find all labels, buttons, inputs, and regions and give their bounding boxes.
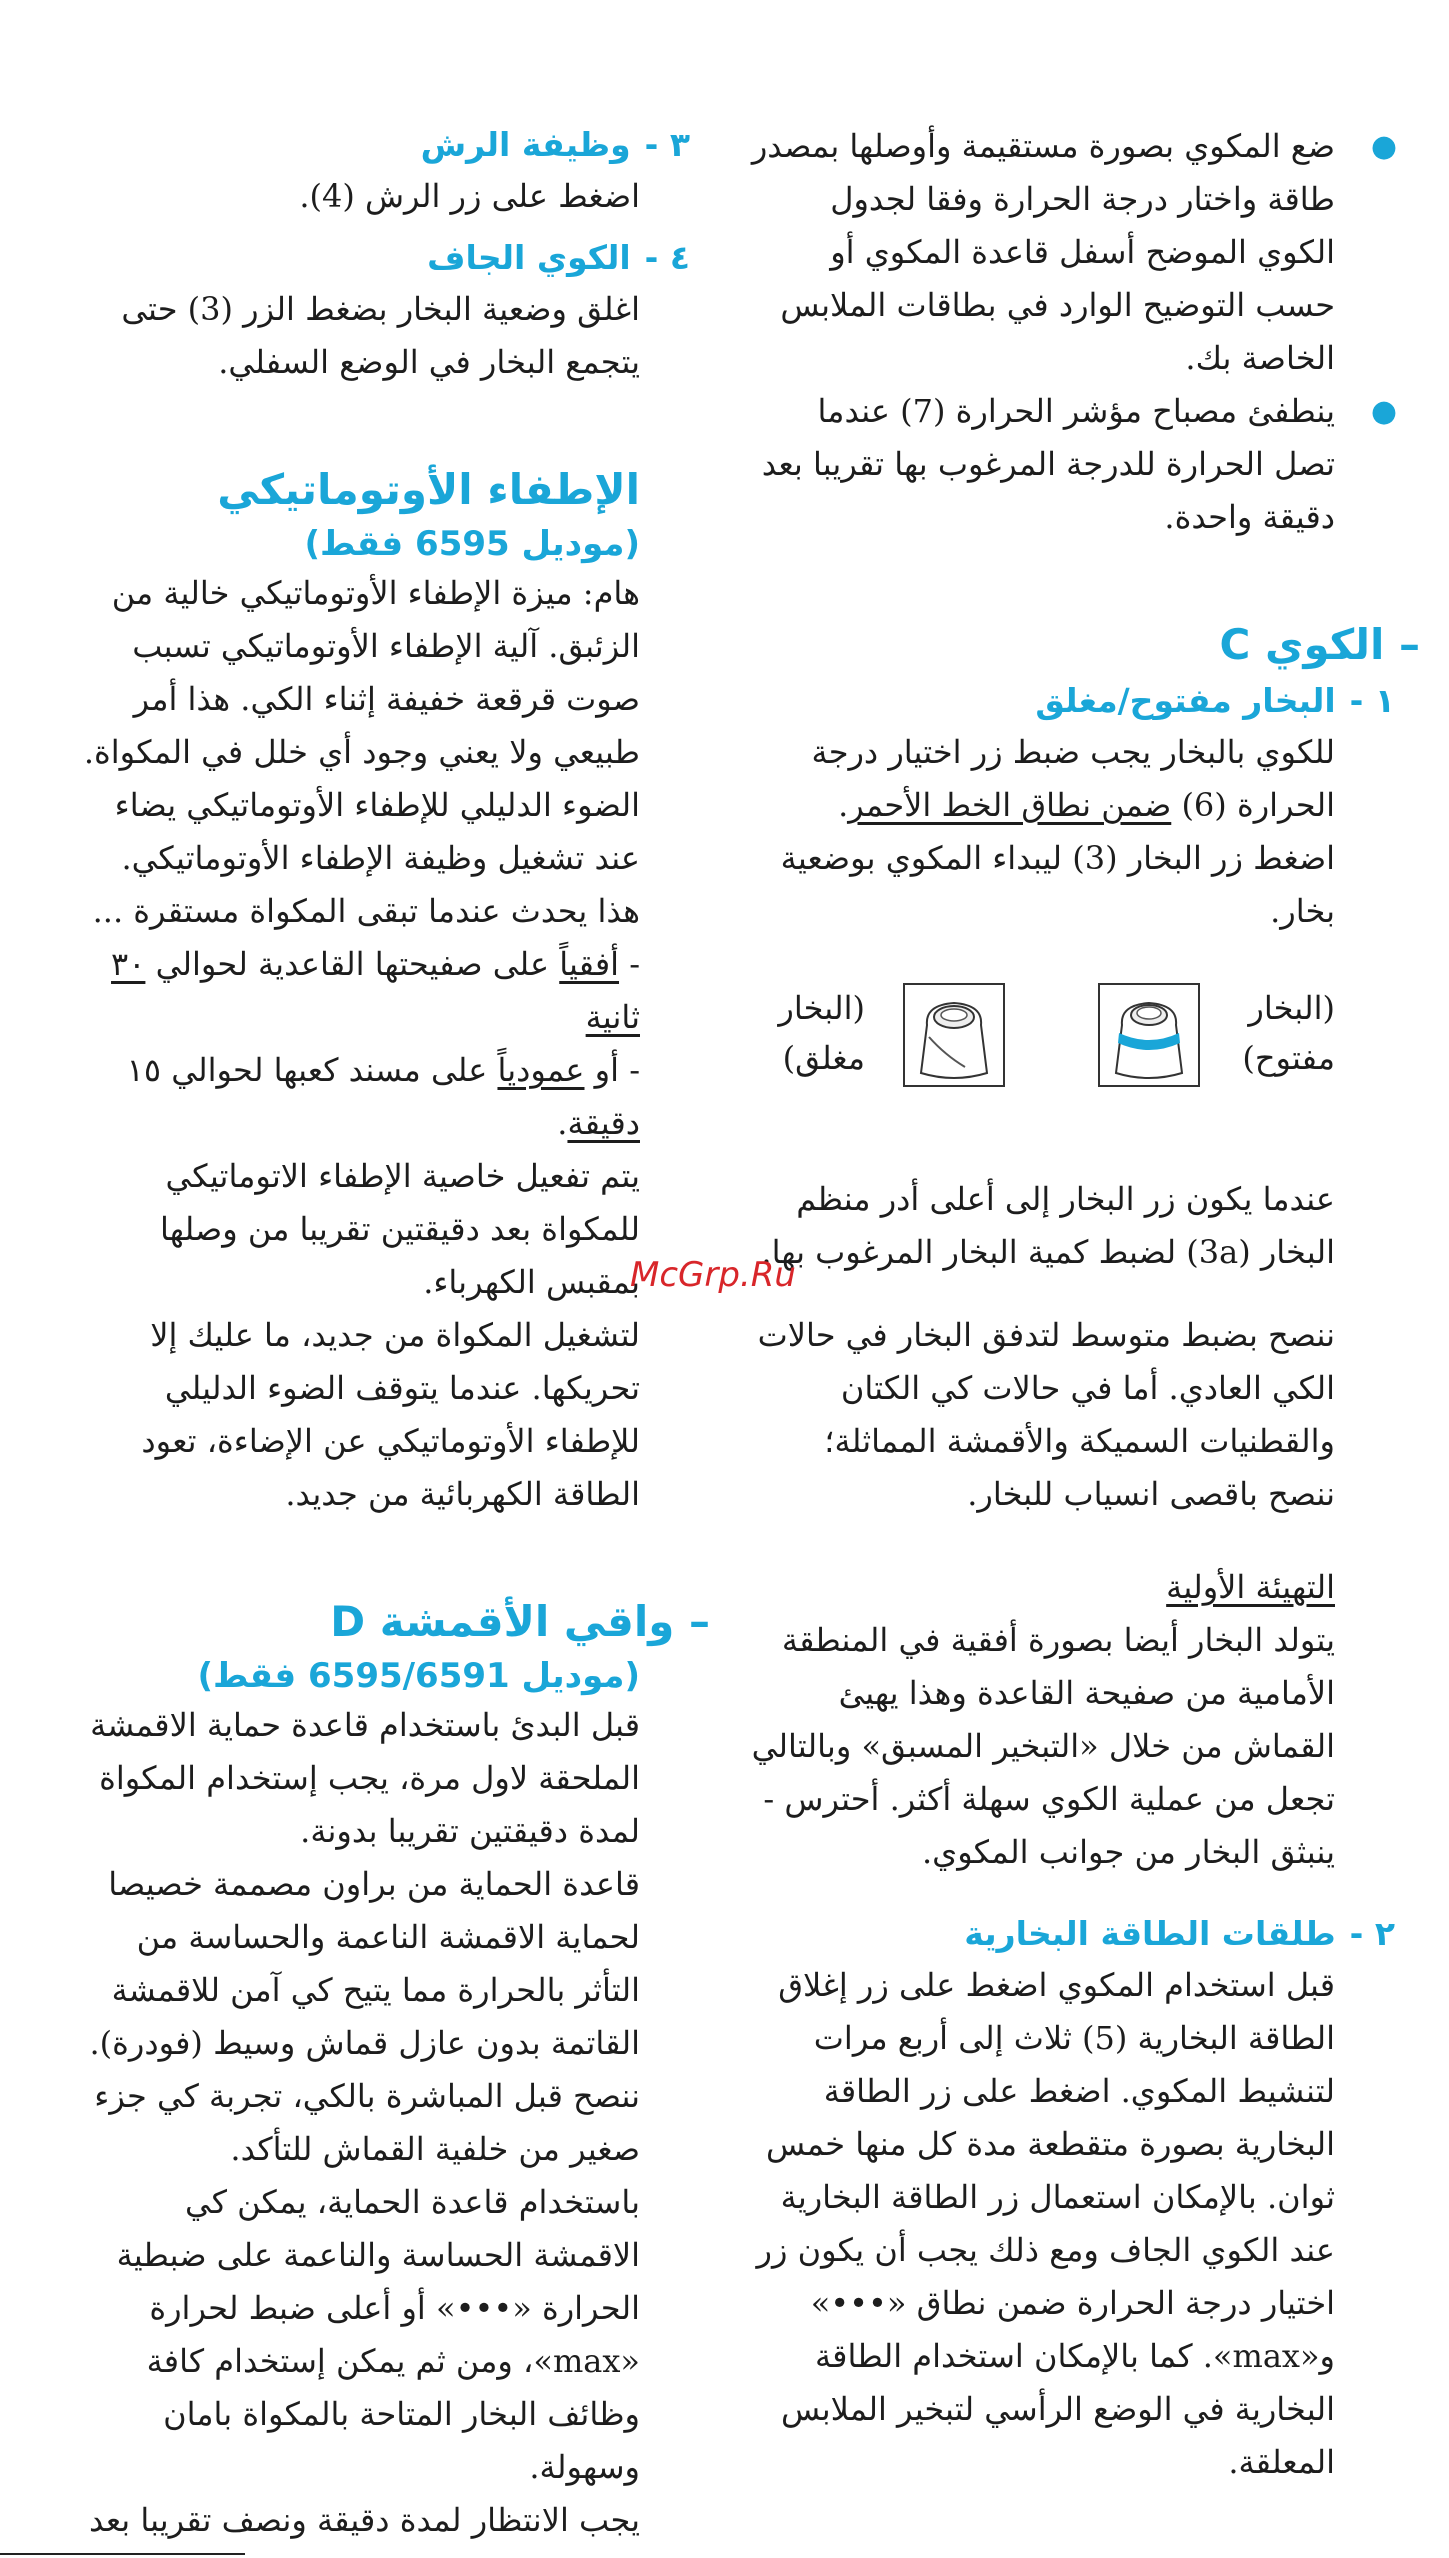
steam-off-label: (البخار مغلق) [778,989,865,1077]
bullet-icon: ● [1370,394,1397,429]
bullet-icon: ● [1370,129,1397,164]
auto-off-vertical-line: - أو عمودياً على مسند كعبها لحوالي ١٥ دقيقة. [126,1051,640,1142]
steam-paragraph-3: ننصح بضبط متوسط لتدفق البخار في حالات الكي العادي. أما في حالات كي الكتان والقطنيات السميكة والأقمشة المماثلة؛ ننصح باقصى انسياب للبخار. [757,1316,1335,1513]
subsection-2-title: طلقات الطاقة البخارية [964,1914,1336,1953]
subsection-2-number: ٢ - [1349,1914,1395,1953]
steam-paragraph-1: للكوي بالبخار يجب ضبط زر اختيار درجة الحرارة (6) ضمن نطاق الخط الأحمر. اضغط زر البخار (3) ليبداء المكوي بوضعية بخار. [780,733,1335,930]
subsection-3-heading [70,120,690,170]
dry-ironing-text: اغلق وضعية البخار بضغط الزر (3) حتى يتجمع البخار في الوضع السفلي. [121,290,640,381]
auto-off-paragraph-2: الضوء الدليلي للإطفاء الأوتوماتيكي يضاء عند تشغيل وظيفة الإطفاء الأوتوماتيكي. [114,786,640,877]
prep-title: التهيئة الأولية [1166,1568,1335,1606]
subsection-1-heading [750,676,1395,726]
left-column [70,120,710,2547]
auto-off-paragraph-5: لتشغيل المكواة من جديد، ما عليك إلا تحريكها. عندما يتوقف الضوء الدليلي للإطفاء الأوتوماتيكي عن الإضاءة، تعود الطاقة الكهربائية من جديد. [141,1316,640,1513]
steam-paragraph-2: عندما يكون زر البخار إلى أعلى أدر منظم البخار (3a) لضبط كمية البخار المرغوب بها. [761,1180,1335,1271]
protector-paragraph-4: يجب الانتظار لمدة دقيقة ونصف تقريبا بعد [89,2501,640,2539]
subsection-3-number: ٣ - [644,125,690,164]
subsection-4-number: ٤ - [644,238,690,277]
subsection-4-title: الكوي الجاف [427,238,631,277]
protector-paragraph-3: باستخدام قاعدة الحماية، يمكن كي الاقمشة الحساسة والناعمة على ضبطية الحرارة «•••» أو أعلى ضبط لحرارة «max»، ومن ثم يمكن إستخدام كافة وظائف البخار المتاحة بالمكواة بامان وسهولة. [116,2183,640,2486]
steam-boost-text: قبل استخدام المكوي اضغط على زر إغلاق الطاقة البخارية (5) ثلاث إلى أربع مرات لتنشيط المكوي. اضغط على زر الطاقة البخارية بصورة متقطعة مدة كل منها خمس ثوان. بالإمكان استعمال زر الطاقة البخارية عند الكوي الجاف ومع ذلك يجب أن يكون زر اختيار درجة الحرارة ضمن نطاق «•••» و«max». كما بالإمكان استخدام الطاقة البخارية في الوضع الرأسي لتبخير الملابس المعلقة. [756,1966,1335,2481]
steam-icons-row [750,983,1335,1133]
subsection-1-number: ١ - [1349,681,1395,720]
footer-rule [0,2553,245,2555]
section-d-model: (موديل 6595/6591 فقط) [197,1656,640,1696]
subsection-3-title: وظيفة الرش [420,125,631,164]
auto-off-model: (موديل 6595 فقط) [304,524,640,564]
protector-paragraph-1: قبل البدئ باستخدام قاعدة حماية الاقمشة الملحقة لاول مرة، يجب إستخدام المكواة لمدة دقيقتين تقريبا بدونة. [90,1706,640,1850]
section-d-heading [70,1591,710,1653]
subsection-4-heading [70,233,690,283]
section-c-title: – الكوي [1264,620,1420,669]
right-column [750,120,1420,2489]
red-line-range: ضمن نطاق الخط الأحمر [848,786,1172,824]
section-c-letter: C [1219,620,1251,669]
bullet-item-2 [750,385,1397,544]
auto-off-paragraph-4: يتم تفعيل خاصية الإطفاء الاتوماتيكي للمكواة بعد دقيقتين تقريبا من وصلها بمقبس الكهرباء. [159,1157,640,1301]
steam-on-icon [1098,983,1200,1087]
bullet-text: ضع المكوي بصورة مستقيمة وأوصلها بمصدر طاقة واختار درجة الحرارة وفقا لجدول الكوي الموضح أسفل قاعدة المكوي أو حسب التوضيح الوارد في بطاقات الملابس الخاصة بك. [751,127,1335,377]
section-d-title: – واقي الأقمشة [379,1597,710,1646]
steam-off-icon [903,983,1005,1087]
steam-on-label: (البخار مفتوح) [1242,989,1335,1077]
protector-paragraph-2: قاعدة الحماية من براون مصممة خصيصا لحماية الاقمشة الناعمة والحساسة من التأثر بالحرارة مما يتيح كي آمن للاقمشة القاتمة بدون عازل قماش وسيط (فودرة). ننصح قبل المباشرة بالكي، تجربة كي جزء صغير من خلفية القماش للتأكد. [89,1865,640,2168]
bullet-text: ينطفئ مصباح مؤشر الحرارة (7) عندما تصل الحرارة للدرجة المرغوب بها تقريبا بعد دقيقة واحدة. [761,392,1335,536]
auto-off-horizontal-line: - أفقياً على صفيحتها القاعدية لحوالي ٣٠ ثانية [111,945,640,1036]
auto-off-paragraph-3: هذا يحدث عندما تبقى المكواة مستقرة ... [92,892,640,930]
bullet-item-1 [750,120,1397,385]
auto-off-title: الإطفاء الأوتوماتيكي [217,465,640,514]
spray-text: اضغط على زر الرش (4). [299,177,640,215]
watermark: McGrp.Ru [630,1255,796,1295]
auto-off-paragraph-1: هام: ميزة الإطفاء الأوتوماتيكي خالية من الزئبق. آلية الإطفاء الأوتوماتيكي تسبب صوت قرقعة خفيفة إثناء الكي. هذا أمر طبيعي ولا يعني وجود أي خلل في المكواة. [83,574,640,771]
section-c-heading [750,614,1420,676]
section-d-letter: D [330,1597,366,1646]
subsection-2-heading [750,1909,1395,1959]
prep-text: يتولد البخار أيضا بصورة أفقية في المنطقة الأمامية من صفيحة القاعدة وهذا يهيئ القماش من خلال «التبخير المسبق» وبالتالي تجعل من عملية الكوي سهلة أكثر. أحترس - ينبثق البخار من جوانب المكوي. [751,1621,1335,1871]
subsection-1-title: البخار مفتوح/مغلق [1035,681,1336,720]
